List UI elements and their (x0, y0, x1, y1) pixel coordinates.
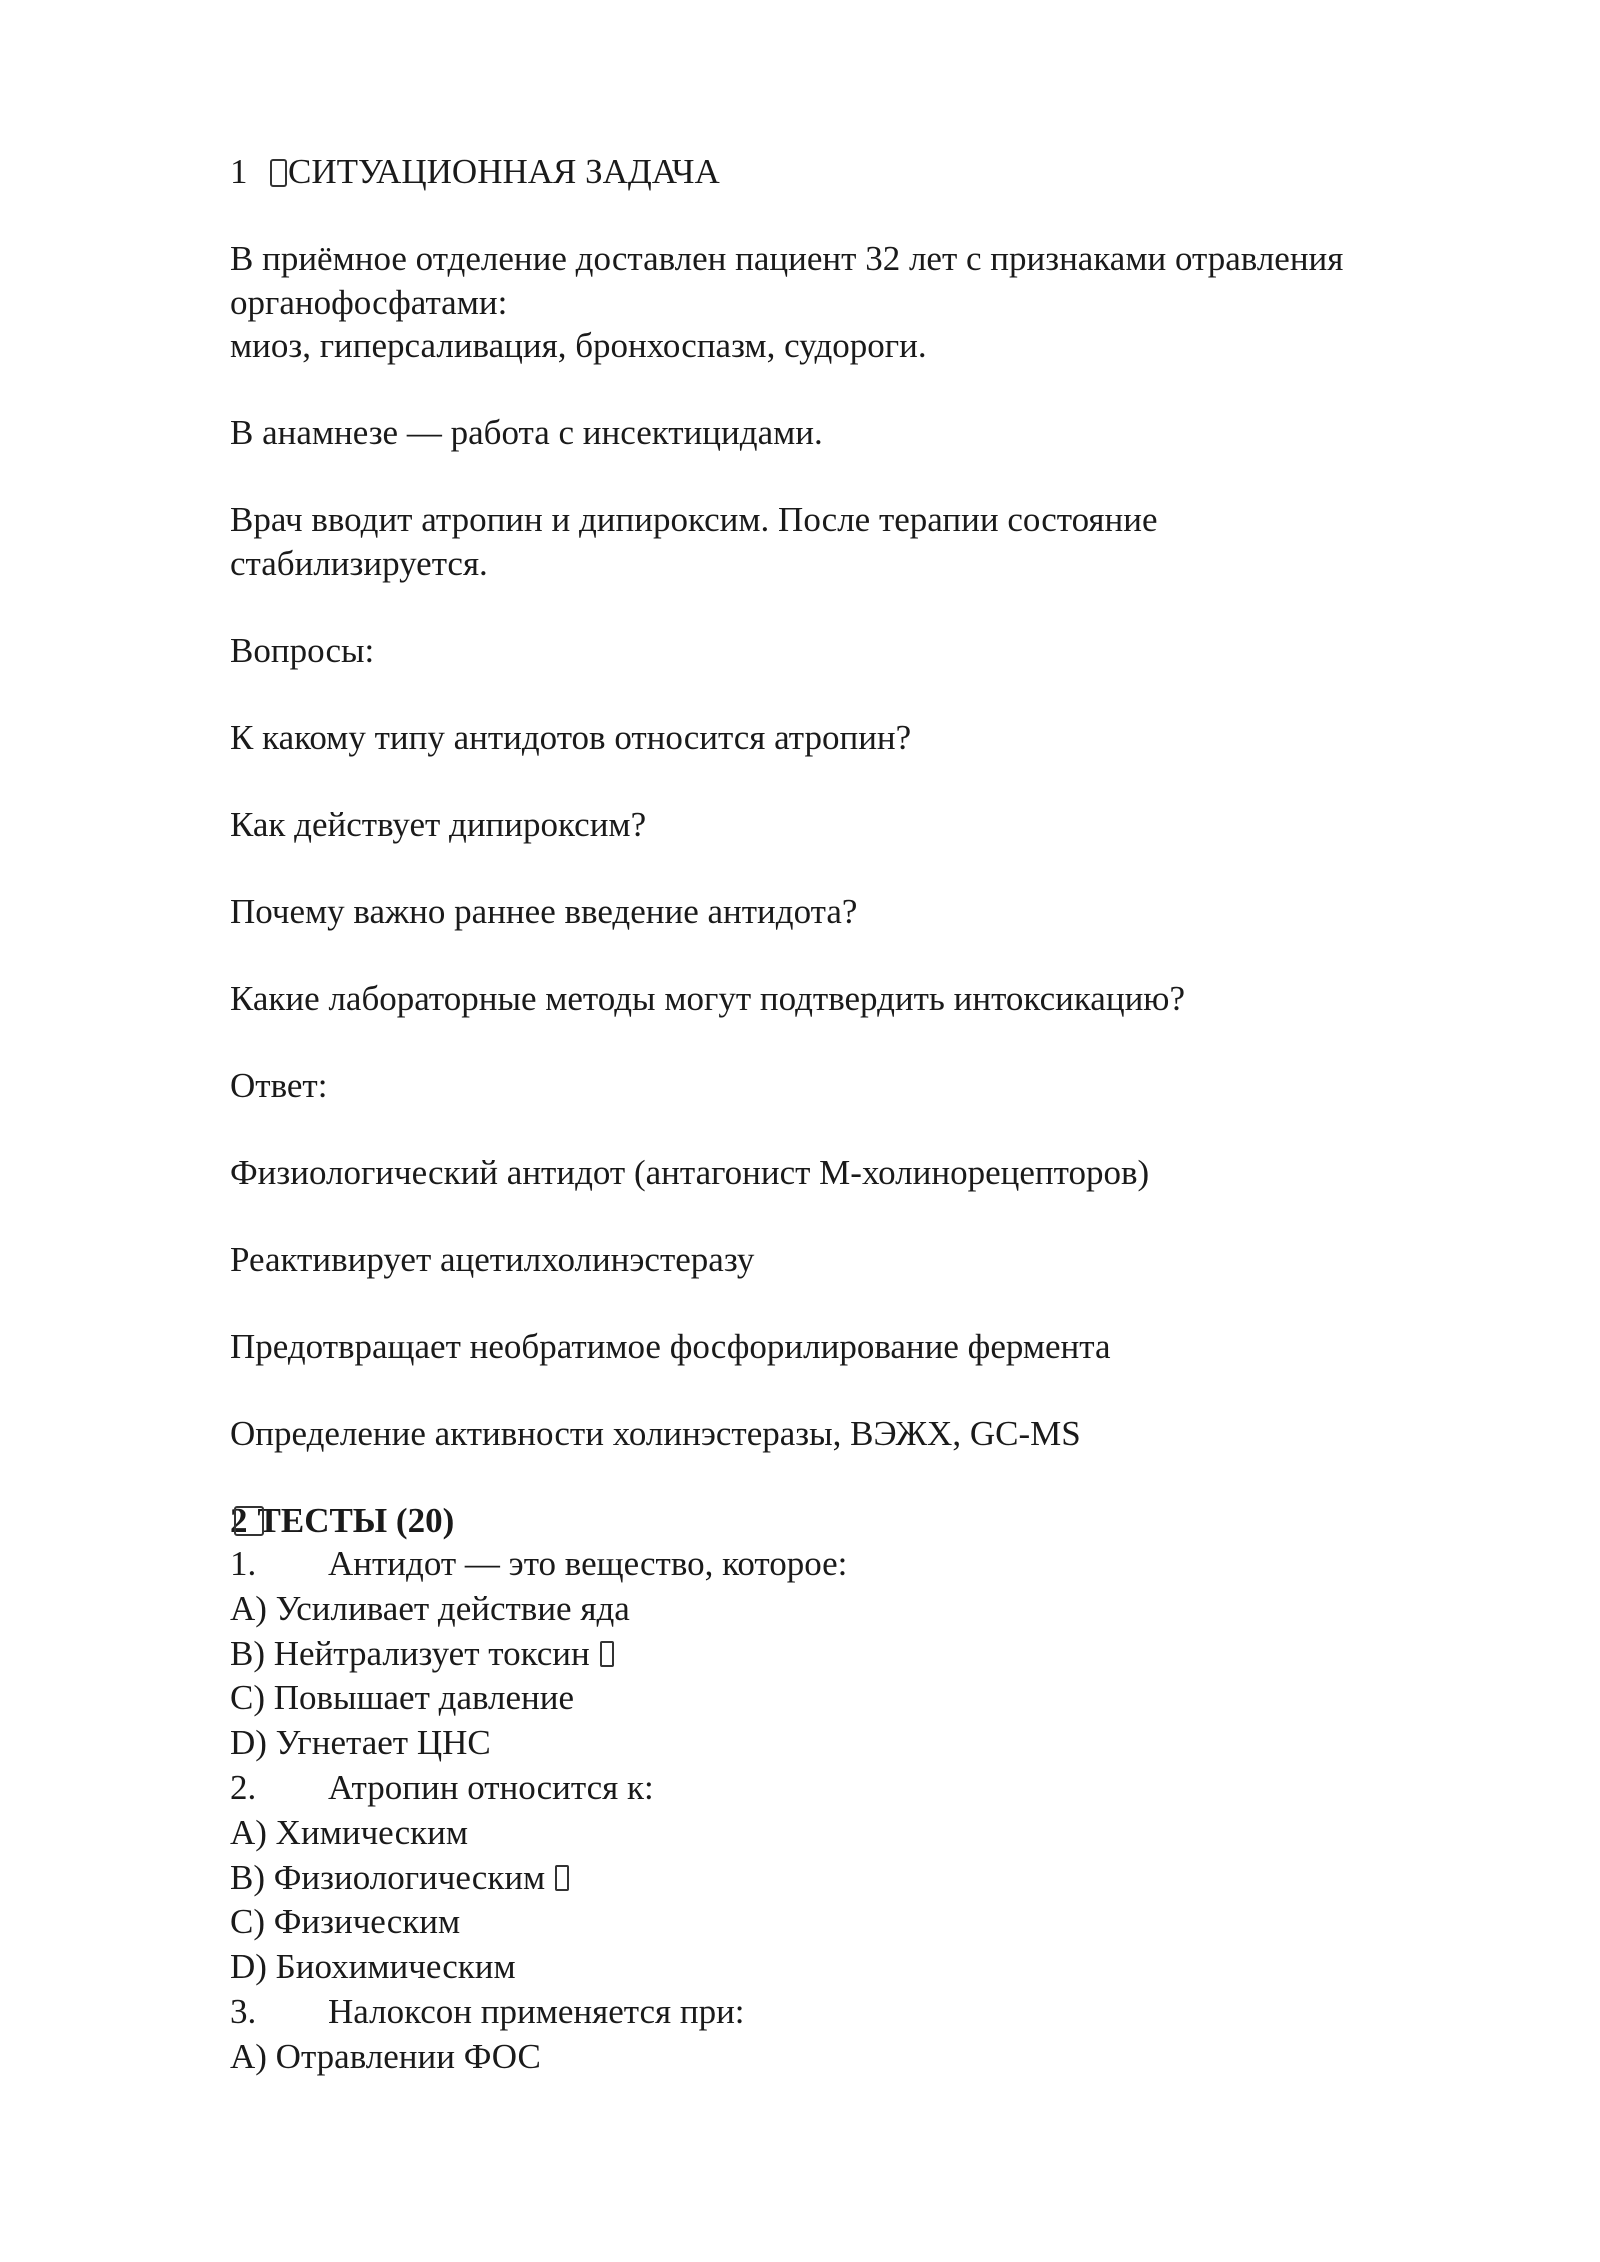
therapy-text (230, 498, 1480, 585)
questions-label: Вопросы: (230, 630, 375, 670)
test-option: D) Угнетает ЦНС (230, 1723, 491, 1763)
document-page (230, 150, 1480, 2080)
answer-item: Определение активности холинэстеразы, ВЭЖХ, GC-MS (230, 1413, 1081, 1453)
test-question (230, 1766, 1480, 1811)
test-number: 2. (230, 1767, 257, 1807)
section-2-heading (230, 1499, 1480, 1543)
test-question-text: Атропин относится к: (328, 1767, 654, 1807)
section-2-number: 2 (230, 1500, 248, 1540)
test-option: D) Биохимическим (230, 1947, 516, 1987)
test-option-text: B) Физиологическим (230, 1857, 546, 1897)
correct-mark-icon (600, 1641, 614, 1667)
test-question-text: Антидот — это вещество, которое: (328, 1544, 848, 1583)
case-intro-line-1: В приёмное отделение доставлен пациент 32 лет с признаками отравления (230, 239, 1344, 278)
question-item: К какому типу антидотов относится атропин? (230, 717, 912, 757)
test-option: A) Химическим (230, 1812, 468, 1852)
answer-label: Ответ: (230, 1065, 328, 1105)
case-intro (230, 237, 1480, 368)
test-option: C) Физическим (230, 1902, 461, 1942)
correct-mark-icon (555, 1865, 569, 1891)
tests-list (230, 1542, 1480, 2080)
anamnesis-text: В анамнезе — работа с инсектицидами. (230, 413, 823, 452)
answer-item: Физиологический антидот (антагонист М-холинорецепторов) (230, 1152, 1150, 1192)
test-option: A) Усиливает действие яда (230, 1588, 630, 1628)
case-intro-line-3: миоз, гиперсаливация, бронхоспазм, судороги. (230, 326, 927, 365)
test-option-correct (230, 1632, 1480, 1677)
section-1-title: СИТУАЦИОННАЯ ЗАДАЧА (288, 152, 720, 191)
therapy-line-1: Врач вводит атропин и дипироксим. После терапии состояние (230, 500, 1158, 539)
test-question (230, 1542, 1480, 1587)
missing-glyph-icon (270, 159, 287, 187)
answer-item: Предотвращает необратимое фосфорилирование фермента (230, 1326, 1111, 1366)
section-1-heading (230, 150, 1480, 194)
test-option-text: B) Нейтрализует токсин (230, 1633, 590, 1673)
heading-spacer (230, 194, 1480, 238)
test-option-correct (230, 1856, 1480, 1901)
question-item: Как действует дипироксим? (230, 804, 647, 844)
test-option: A) Отравлении ФОС (230, 2036, 541, 2076)
question-item: Почему важно раннее введение антидота? (230, 891, 858, 931)
case-intro-line-2: органофосфатами: (230, 282, 508, 322)
test-question (230, 1990, 1480, 2035)
test-number: 3. (230, 1991, 257, 2031)
test-number: 1. (230, 1544, 257, 1583)
section-1-number: 1 (230, 152, 248, 191)
question-item: Какие лабораторные методы могут подтвердить интоксикацию? (230, 978, 1185, 1018)
section-2-title: ТЕСТЫ (20) (257, 1500, 455, 1540)
missing-glyph-icon (234, 1506, 264, 1536)
answer-item: Реактивирует ацетилхолинэстеразу (230, 1239, 755, 1279)
test-option: C) Повышает давление (230, 1678, 575, 1718)
test-question-text: Налоксон применяется при: (328, 1991, 745, 2031)
therapy-line-2: стабилизируется. (230, 543, 488, 583)
